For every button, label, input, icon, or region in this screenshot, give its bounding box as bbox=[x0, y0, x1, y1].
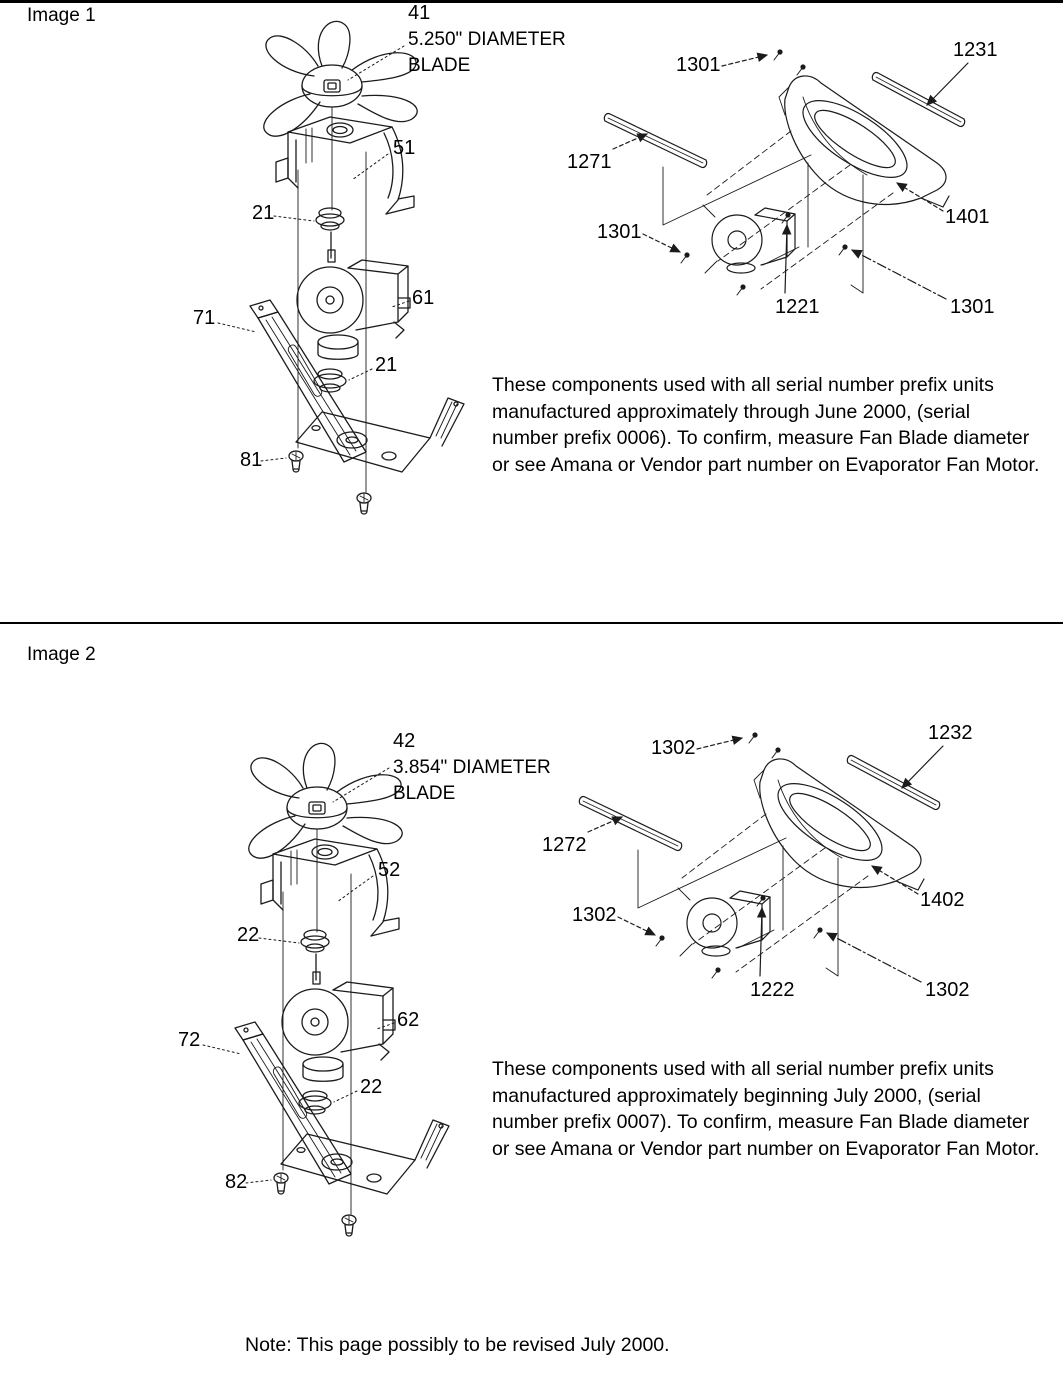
callout-51: 51 bbox=[393, 137, 416, 159]
callout-81: 81 bbox=[240, 449, 263, 471]
callout-61: 61 bbox=[412, 287, 435, 309]
callout-72: 72 bbox=[178, 1029, 201, 1051]
callout-1301-left: 1301 bbox=[597, 221, 642, 243]
image2-description: These components used with all serial number prefix units manufactured approximately beginning July 2000, (serial number prefix 0007). To confirm, measure Fan Blade diameter or see Amana or Vendor part number on Evaporator Fan Motor. bbox=[492, 1058, 1040, 1160]
callout-21-upper: 21 bbox=[252, 202, 275, 224]
callout-1302-right: 1302 bbox=[925, 979, 970, 1001]
callout-71: 71 bbox=[193, 307, 216, 329]
callout-blade-diameter-1: 5.250" DIAMETER BLADE bbox=[408, 29, 566, 76]
callout-1231: 1231 bbox=[953, 39, 998, 61]
callout-22-lower: 22 bbox=[360, 1076, 383, 1098]
image2-label: Image 2 bbox=[27, 644, 96, 665]
callout-1271: 1271 bbox=[567, 151, 612, 173]
callout-1302-top: 1302 bbox=[651, 737, 696, 759]
callout-1272: 1272 bbox=[542, 834, 587, 856]
image1-shroud-assembly-section bbox=[555, 35, 1063, 347]
callout-1402: 1402 bbox=[920, 889, 965, 911]
callout-62: 62 bbox=[397, 1009, 420, 1031]
callout-42: 42 bbox=[393, 730, 416, 752]
callout-41: 41 bbox=[408, 2, 431, 24]
callout-22-upper: 22 bbox=[237, 924, 260, 946]
callout-1301-right: 1301 bbox=[950, 296, 995, 318]
page-revision-note: Note: This page possibly to be revised July 2000. bbox=[245, 1334, 670, 1356]
callout-1222: 1222 bbox=[750, 979, 795, 1001]
callout-1301-top: 1301 bbox=[676, 54, 721, 76]
callout-blade-diameter-2: 3.854" DIAMETER BLADE bbox=[393, 757, 551, 804]
callout-52: 52 bbox=[378, 859, 401, 881]
callout-1401: 1401 bbox=[945, 206, 990, 228]
callout-82: 82 bbox=[225, 1171, 248, 1193]
callout-1302-left: 1302 bbox=[572, 904, 617, 926]
image1-description: These components used with all serial number prefix units manufactured approximately through June 2000, (serial number prefix 0006). To confirm, measure Fan Blade diameter or see Amana or Vendor part number on Evaporator Fan Motor. bbox=[492, 374, 1040, 476]
callout-1221: 1221 bbox=[775, 296, 820, 318]
callout-21-lower: 21 bbox=[375, 354, 398, 376]
callout-1232: 1232 bbox=[928, 722, 973, 744]
image1-label: Image 1 bbox=[27, 5, 96, 26]
image2-shroud-assembly-section bbox=[530, 718, 1038, 1030]
section-divider bbox=[0, 622, 1063, 624]
